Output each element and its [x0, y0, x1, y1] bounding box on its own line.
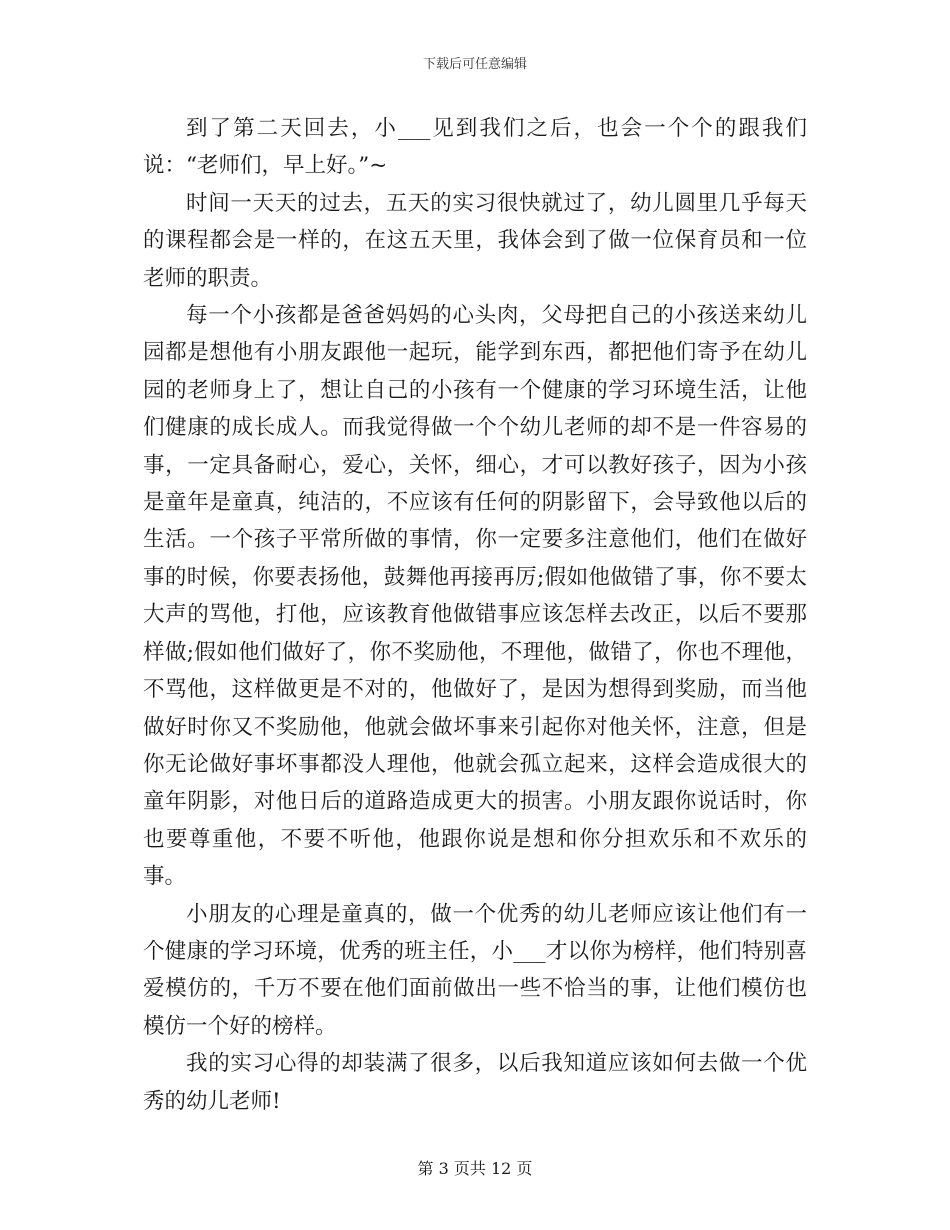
paragraph-4: 小朋友的心理是童真的，做一个优秀的幼儿老师应该让他们有一个健康的学习环境，优秀的班主任，小___才以你为榜样，他们特别喜爱模仿的，千万不要在他们面前做出一些不恰当的事，让他们模仿也模仿一个好的榜样。: [143, 901, 807, 1039]
page-header-note: 下载后可任意编辑: [422, 57, 527, 72]
document-body: [143, 110, 807, 1120]
paragraph-1: 到了第二天回去，小___见到我们之后，也会一个个的跟我们说：“老师们，早上好。”~: [143, 116, 807, 179]
paragraph-5: 我的实习心得的却装满了很多，以后我知道应该如何去做一个优秀的幼儿老师!: [143, 1051, 807, 1114]
paragraph-3: 每一个小孩都是爸爸妈妈的心头肉，父母把自己的小孩送来幼儿园都是想他有小朋友跟他一起玩，能学到东西，都把他们寄予在幼儿园的老师身上了，想让自己的小孩有一个健康的学习环境生活，让他们健康的成长成人。而我觉得做一个个幼儿老师的却不是一件容易的事，一定具备耐心，爱心，关怀，细心，才可以教好孩子，因为小孩是童年是童真，纯洁的，不应该有任何的阴影留下，会导致他以后的生活。一个孩子平常所做的事情，你一定要多注意他们，他们在做好事的时候，你要表扬他，鼓舞他再接再厉;假如他做错了事，你不要太大声的骂他，打他，应该教育他做错事应该怎样去改正，以后不要那样做;假如他们做好了，你不奖励他，不理他，做错了，你也不理他，不骂他，这样做更是不对的，他做好了，是因为想得到奖励，而当他做好时你又不奖励他，他就会做坏事来引起你对他关怀，注意，但是你无论做好事坏事都没人理他，他就会孤立起来，这样会造成很大的童年阴影，对他日后的道路造成更大的损害。小朋友跟你说话时，你也要尊重他，不要不听他，他跟你说是想和你分担欢乐和不欢乐的事。: [143, 303, 807, 890]
paragraph-2: 时间一天天的过去，五天的实习很快就过了，幼儿圆里几乎每天的课程都会是一样的，在这五天里，我体会到了做一位保育员和一位老师的职责。: [143, 190, 807, 291]
page-number: 第 3 页共 12 页: [417, 1159, 533, 1178]
